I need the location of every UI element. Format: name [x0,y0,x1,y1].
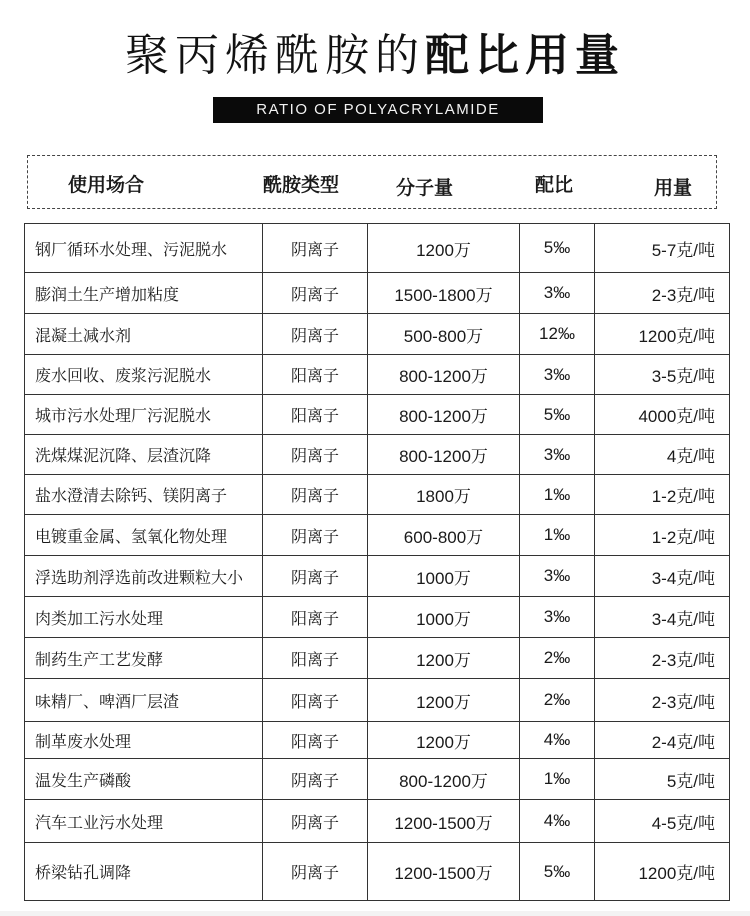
cell-ratio: 12‰ [520,314,595,355]
cell-type: 阴离子 [263,800,368,843]
cell-dosage: 2-3克/吨 [595,638,730,679]
table-row [25,638,730,679]
ratio-table [24,223,730,901]
cell-dosage: 4000克/吨 [595,395,730,435]
table-row [25,355,730,395]
cell-application: 城市污水处理厂污泥脱水 [25,395,263,435]
cell-dosage: 2-3克/吨 [595,679,730,722]
table-row [25,435,730,475]
cell-application: 桥梁钻孔调降 [25,843,263,901]
subtitle-banner: RATIO OF POLYACRYLAMIDE [213,97,543,123]
cell-dosage: 2-3克/吨 [595,273,730,314]
cell-application: 肉类加工污水处理 [25,597,263,638]
cell-molecular-weight: 1800万 [368,475,520,515]
cell-ratio: 3‰ [520,597,595,638]
cell-application: 洗煤煤泥沉降、层渣沉降 [25,435,263,475]
table-row [25,556,730,597]
cell-application: 温发生产磷酸 [25,759,263,800]
cell-application: 膨润土生产增加粘度 [25,273,263,314]
cell-type: 阴离子 [263,475,368,515]
cell-application: 制药生产工艺发酵 [25,638,263,679]
cell-dosage: 3-4克/吨 [595,556,730,597]
cell-ratio: 5‰ [520,395,595,435]
title-part1: 聚丙烯酰胺的 [125,30,425,81]
cell-dosage: 5-7克/吨 [595,224,730,273]
cell-dosage: 3-5克/吨 [595,355,730,395]
page-title [0,28,750,84]
cell-ratio: 2‰ [520,638,595,679]
cell-application: 浮选助剂浮选前改进颗粒大小 [25,556,263,597]
cell-molecular-weight: 500-800万 [368,314,520,355]
cell-ratio: 3‰ [520,355,595,395]
cell-dosage: 5克/吨 [595,759,730,800]
cell-ratio: 1‰ [520,515,595,556]
cell-type: 阴离子 [263,273,368,314]
cell-dosage: 1-2克/吨 [595,475,730,515]
header-ratio: 配比 [535,174,574,196]
table-row [25,395,730,435]
cell-molecular-weight: 1200万 [368,638,520,679]
header-type: 酰胺类型 [263,174,340,196]
cell-type: 阴离子 [263,314,368,355]
table-row [25,843,730,901]
cell-molecular-weight: 800-1200万 [368,435,520,475]
cell-ratio: 1‰ [520,475,595,515]
cell-dosage: 1200克/吨 [595,843,730,901]
cell-ratio: 2‰ [520,679,595,722]
cell-type: 阴离子 [263,435,368,475]
cell-application: 混凝土减水剂 [25,314,263,355]
table-row [25,273,730,314]
cell-molecular-weight: 1200万 [368,224,520,273]
cell-dosage: 1200克/吨 [595,314,730,355]
cell-molecular-weight: 1200万 [368,722,520,759]
cell-type: 阳离子 [263,395,368,435]
cell-dosage: 4-5克/吨 [595,800,730,843]
cell-dosage: 2-4克/吨 [595,722,730,759]
table-row [25,759,730,800]
cell-molecular-weight: 800-1200万 [368,395,520,435]
header-application: 使用场合 [68,174,145,196]
header-dosage: 用量 [654,177,693,199]
cell-application: 味精厂、啤酒厂层渣 [25,679,263,722]
header-molecular-weight: 分子量 [396,177,454,199]
cell-type: 阴离子 [263,843,368,901]
table-row [25,314,730,355]
cell-molecular-weight: 1500-1800万 [368,273,520,314]
cell-type: 阳离子 [263,638,368,679]
cell-molecular-weight: 800-1200万 [368,355,520,395]
cell-application: 汽车工业污水处理 [25,800,263,843]
cell-molecular-weight: 1000万 [368,556,520,597]
cell-type: 阴离子 [263,759,368,800]
cell-ratio: 1‰ [520,759,595,800]
cell-type: 阳离子 [263,597,368,638]
cell-type: 阳离子 [263,722,368,759]
cell-ratio: 5‰ [520,224,595,273]
cell-type: 阴离子 [263,515,368,556]
cell-molecular-weight: 1200万 [368,679,520,722]
cell-molecular-weight: 1200-1500万 [368,800,520,843]
table-row [25,515,730,556]
table-row [25,224,730,273]
cell-dosage: 4克/吨 [595,435,730,475]
cell-dosage: 3-4克/吨 [595,597,730,638]
cell-type: 阳离子 [263,355,368,395]
cell-ratio: 3‰ [520,435,595,475]
cell-application: 盐水澄清去除钙、镁阴离子 [25,475,263,515]
cell-ratio: 3‰ [520,273,595,314]
cell-molecular-weight: 1200-1500万 [368,843,520,901]
table-row [25,800,730,843]
bottom-divider [0,911,750,916]
cell-application: 制革废水处理 [25,722,263,759]
table-row [25,597,730,638]
cell-application: 电镀重金属、氢氧化物处理 [25,515,263,556]
cell-ratio: 5‰ [520,843,595,901]
cell-ratio: 4‰ [520,722,595,759]
cell-molecular-weight: 800-1200万 [368,759,520,800]
cell-ratio: 4‰ [520,800,595,843]
table-row [25,722,730,759]
table-row [25,679,730,722]
cell-molecular-weight: 600-800万 [368,515,520,556]
cell-type: 阴离子 [263,224,368,273]
cell-application: 钢厂循环水处理、污泥脱水 [25,224,263,273]
cell-dosage: 1-2克/吨 [595,515,730,556]
cell-type: 阴离子 [263,556,368,597]
cell-type: 阳离子 [263,679,368,722]
cell-ratio: 3‰ [520,556,595,597]
cell-molecular-weight: 1000万 [368,597,520,638]
cell-application: 废水回收、废浆污泥脱水 [25,355,263,395]
table-header [27,155,717,209]
table-row [25,475,730,515]
title-part2: 配比用量 [425,30,625,81]
